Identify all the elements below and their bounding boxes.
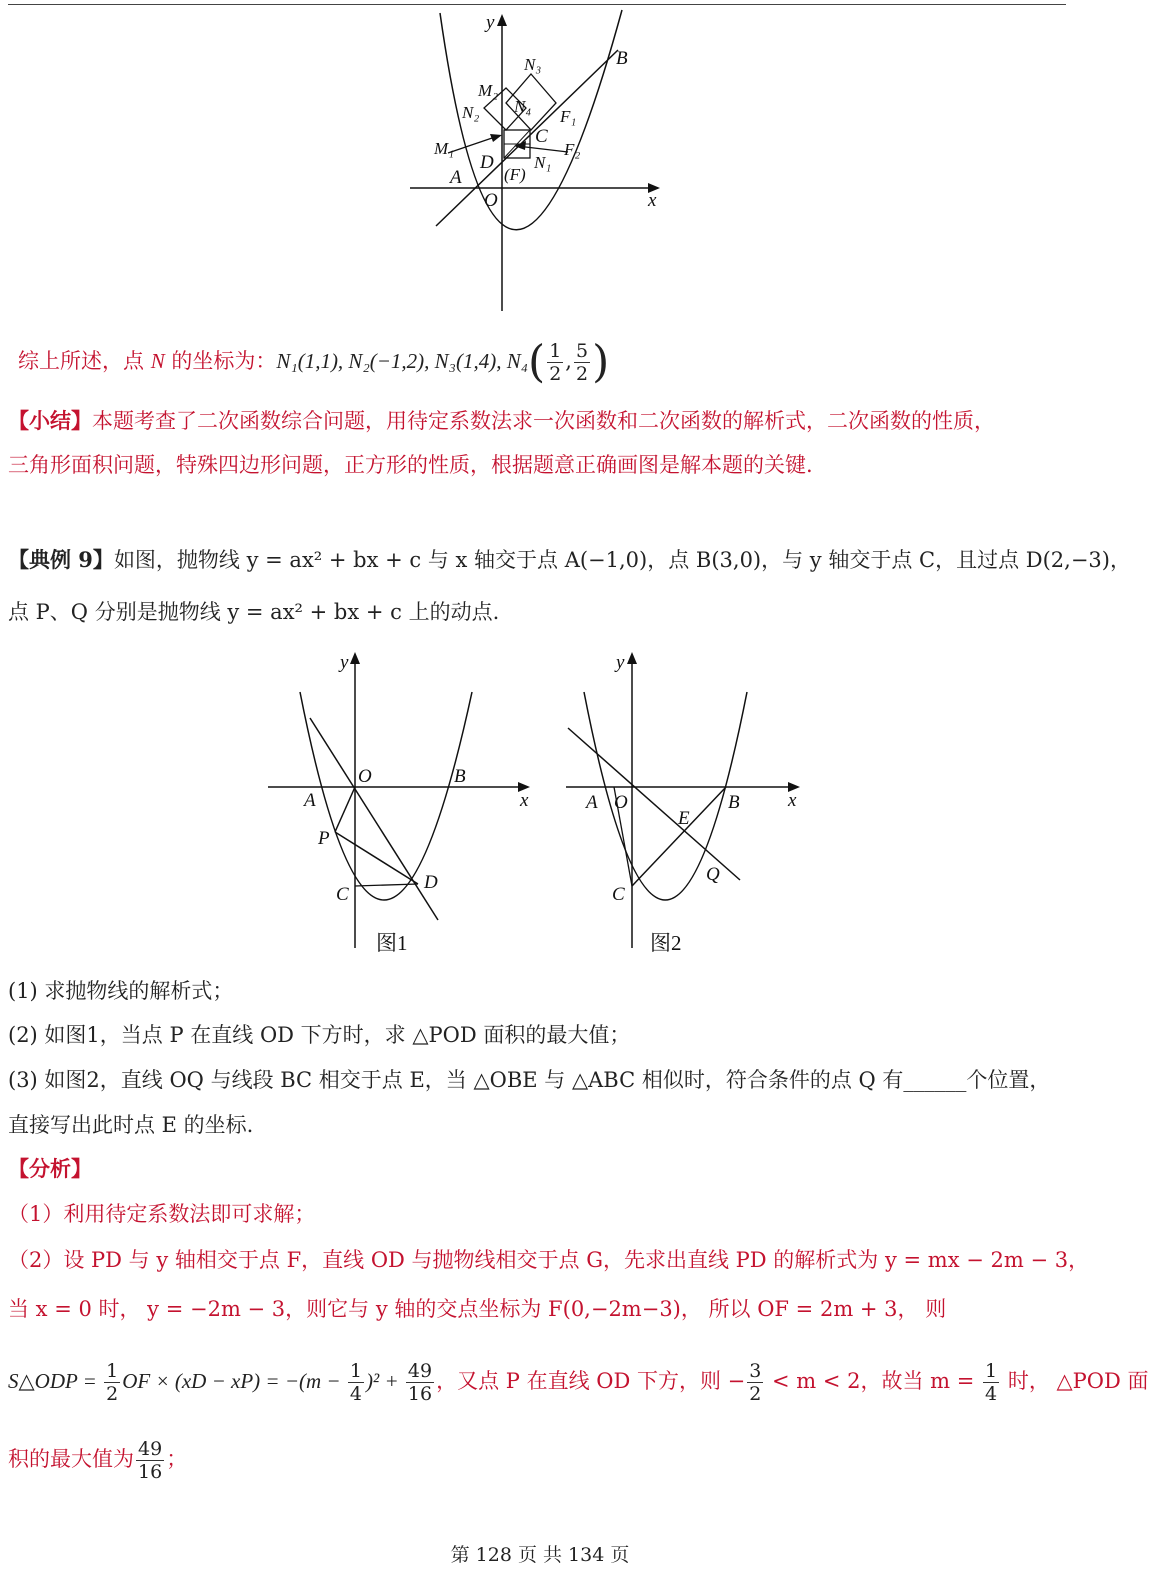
arrow-m1 [448, 136, 498, 153]
conclusion-tag: 【小结】 [8, 408, 92, 433]
summary-n: N [150, 349, 165, 373]
figure-1 [262, 648, 552, 968]
frac-5-2: $\frac{5}{2}$ [575, 340, 589, 385]
paren-open: ( [528, 336, 546, 388]
formula-b: OF × (xD − xP) = −(m − [122, 1369, 346, 1393]
fig1-line-pd [335, 832, 418, 884]
example-tag: 【典例 9】 [8, 547, 114, 572]
label-f2: F₂ [564, 140, 581, 159]
fig2-label-b: B [728, 792, 740, 813]
fig1-label-d: D [424, 872, 438, 893]
analysis-formula [8, 1356, 1149, 1406]
question-1: (1) 求抛物线的解析式； [8, 979, 234, 1003]
label-f: (F) [504, 165, 526, 184]
summary-middle: 的坐标为： [164, 349, 277, 373]
formula-a: S△ODP = [8, 1369, 103, 1393]
top-rule [8, 4, 1066, 5]
fig1-line-op [335, 787, 355, 832]
fig1-y-arrow [350, 652, 360, 664]
top-figure [400, 8, 670, 313]
fig2-label-e: E [678, 808, 690, 829]
fig2-parabola [584, 692, 747, 900]
label-n2: N₂ [462, 103, 480, 122]
conclusion-text-1: 本题考查了二次函数综合问题，用待定系数法求一次函数和二次函数的解析式，二次函数的性质， [92, 409, 995, 433]
analysis-p1: （1）利用待定系数法即可求解； [8, 1202, 316, 1226]
analysis-p2a: （2）设 PD 与 y 轴相交于点 F，直线 OD 与抛物线相交于点 G，先求出直线 PD 的解析式为 y = mx − 2m − 3， [8, 1248, 1090, 1272]
frac-49-16: $\frac{49}{16}$ [407, 1360, 433, 1405]
formula-f: 时， △POD 面 [1001, 1369, 1149, 1393]
fig1-label-c: C [336, 884, 349, 905]
y-axis-arrow [497, 14, 507, 26]
label-b: B [616, 48, 628, 69]
example-line-2 [8, 597, 1068, 627]
label-a: A [450, 167, 462, 188]
label-c: C [535, 126, 548, 147]
paren-close: ) [592, 336, 610, 388]
label-m2: M₂ [478, 81, 499, 100]
fig1-label-y: y [340, 652, 349, 673]
label-n1: N₁ [534, 153, 552, 172]
frac-quarter: $\frac{1}{4}$ [349, 1360, 362, 1405]
fig1-parabola [300, 692, 472, 900]
label-m1: M₁ [434, 139, 455, 158]
fig1-caption: 图1 [376, 931, 408, 955]
summary-prefix: 综上所述，点 [18, 349, 151, 373]
label-d: D [480, 152, 494, 173]
frac-last: $\frac{49}{16}$ [138, 1438, 163, 1483]
analysis-last [8, 1432, 1068, 1486]
fig1-label-o: O [358, 766, 372, 787]
fig2-y-arrow [627, 652, 637, 664]
analysis-p2b: 当 x = 0 时， y = −2m − 3，则它与 y 轴的交点坐标为 F(0,−2m−3)， 所以 OF = 2m + 3， 则 [8, 1297, 947, 1321]
comma: , [565, 349, 572, 373]
fig1-line-cd [355, 884, 418, 886]
fig1-line-od [310, 718, 438, 920]
fig1-label-p: P [318, 828, 330, 849]
question-3b: 直接写出此时点 E 的坐标. [8, 1113, 254, 1137]
frac-half: $\frac{1}{2}$ [106, 1360, 119, 1405]
label-n3: N₃ [524, 55, 542, 74]
example-text-1: 如图，抛物线 y = ax² + bx + c 与 x 轴交于点 A(−1,0)，点 B(3,0)，与 y 轴交于点 C，且过点 D(2,−3)， [113, 548, 1131, 572]
fig2-caption: 图2 [650, 931, 682, 955]
arrow-m1-head [490, 134, 502, 142]
analysis-tag: 【分析】 [8, 1156, 92, 1181]
label-o: O [484, 190, 498, 211]
last-suffix: ； [166, 1447, 188, 1471]
formula-e: < m < 2，故当 m = [765, 1369, 982, 1393]
label-n4: N₄ [514, 97, 532, 116]
fig1-label-x: x [520, 790, 529, 811]
label-y: y [486, 12, 495, 33]
label-x: x [648, 190, 657, 211]
conclusion-line-2 [8, 450, 1068, 480]
page-footer: 第 128 页 共 134 页 [450, 1544, 630, 1566]
frac-3-2: $\frac{3}{2}$ [749, 1360, 762, 1405]
conclusion-line-1 [8, 406, 1068, 436]
fig2-label-x: x [788, 790, 797, 811]
formula-c: )² + [365, 1369, 404, 1393]
fig2-label-q: Q [706, 864, 720, 885]
fig2-label-a: A [586, 792, 598, 813]
summary-coords: N₁(1,1), N₂(−1,2), N₃(1,4), N₄ [276, 349, 529, 373]
summary-line [18, 336, 1078, 388]
fig1-label-b: B [454, 766, 466, 787]
frac-m: $\frac{1}{4}$ [985, 1360, 998, 1405]
question-3a: (3) 如图2，直线 OQ 与线段 BC 相交于点 E，当 △OBE 与 △ABC 相似时，符合条件的点 Q 有______个位置， [8, 1068, 1051, 1092]
example-text-2: 点 P、Q 分别是抛物线 y = ax² + bx + c 上的动点. [8, 600, 500, 624]
fig1-label-a: A [304, 790, 316, 811]
question-2: (2) 如图1，当点 P 在直线 OD 下方时，求 △POD 面积的最大值； [8, 1023, 631, 1047]
fig2-label-y: y [616, 652, 625, 673]
last-prefix: 积的最大值为 [8, 1447, 134, 1471]
frac-1-2: $\frac{1}{2}$ [549, 340, 562, 385]
fig2-label-o: O [614, 792, 628, 813]
example-line-1 [8, 545, 1131, 575]
formula-d: ，又点 P 在直线 OD 下方，则 − [436, 1369, 746, 1393]
fig2-label-c: C [612, 884, 625, 905]
figure-2 [560, 648, 830, 968]
label-f1: F₁ [560, 107, 577, 126]
conclusion-text-2: 三角形面积问题，特殊四边形问题，正方形的性质，根据题意正确画图是解本题的关键. [8, 453, 813, 477]
